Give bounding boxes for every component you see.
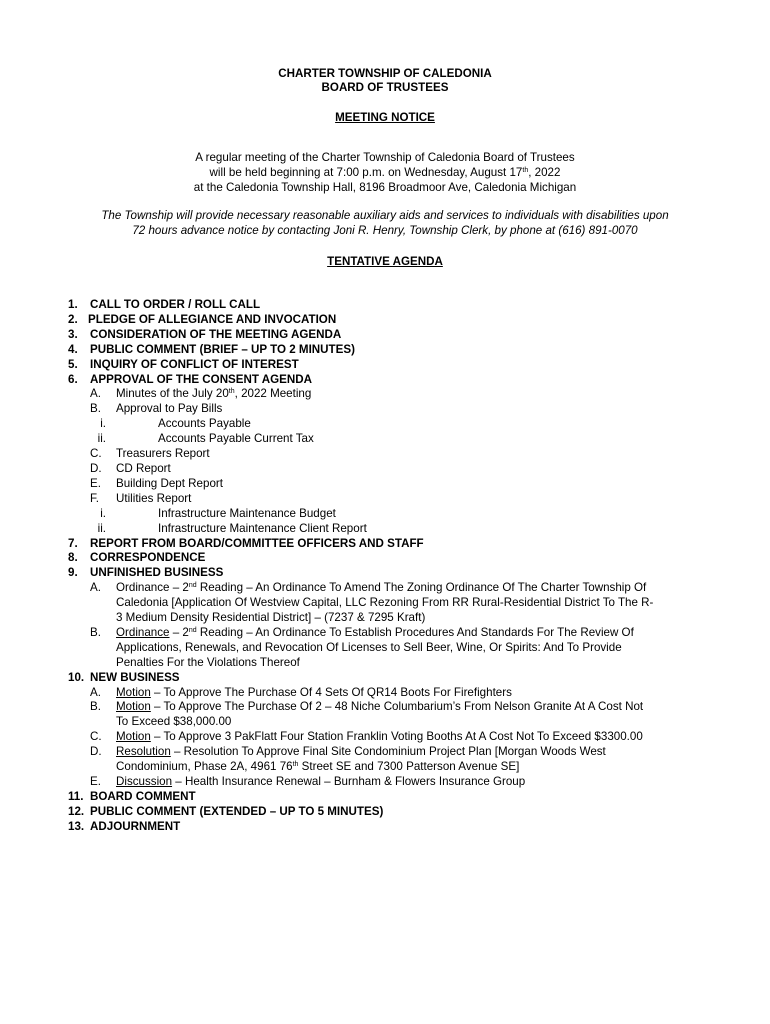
agenda-item: 3. CONSIDERATION OF THE MEETING AGENDA: [68, 327, 342, 341]
agenda-subitem: B. Motion – To Approve The Purchase Of 2 – 48 Niche Columbarium’s From Nelson Granite At A Cost Not To Exceed $38,000.00: [90, 700, 644, 729]
agenda-subitem: A. Motion – To Approve The Purchase Of 4 Sets Of QR14 Boots For Firefighters: [90, 685, 512, 699]
agenda-list: [68, 298, 708, 835]
intro-line-3: at the Caledonia Township Hall, 8196 Broadmoor Ave, Caledonia Michigan: [193, 180, 577, 194]
agenda-subitem: B. Approval to Pay Bills: [90, 402, 223, 416]
agenda-subitem: E. Discussion – Health Insurance Renewal – Burnham & Flowers Insurance Group: [90, 775, 526, 788]
accessibility-line-2: 72 hours advance notice by contacting Joni R. Henry, Township Clerk, by phone at (616) 891-0070: [132, 223, 638, 237]
township-name: CHARTER TOWNSHIP OF CALEDONIA: [278, 67, 492, 80]
agenda-item: 6. APPROVAL OF THE CONSENT AGENDA: [68, 372, 313, 386]
agenda-subitem: A. Ordinance – 2nd Reading – An Ordinance To Amend The Zoning Ordinance Of The Charter Township Of Caledonia [Application Of Westview Capital, LLC Rezoning From RR Rural-Residential District To The R- 3 Medium Density Residential District] – (7237 & 7295 Kraft): [90, 581, 654, 625]
accessibility-notice: [0, 209, 770, 239]
agenda-item: 7. REPORT FROM BOARD/COMMITTEE OFFICERS AND STAFF: [68, 536, 424, 550]
tentative-agenda-title: TENTATIVE AGENDA: [327, 255, 443, 268]
agenda-subsubitem: ii. Infrastructure Maintenance Client Report: [97, 521, 367, 535]
accessibility-line-1: The Township will provide necessary reasonable auxiliary aids and services to individuals with disabilities upon: [101, 209, 669, 222]
agenda-subitem: D. CD Report: [90, 461, 171, 475]
agenda-subitem: F. Utilities Report: [90, 491, 192, 505]
agenda-item: 5. INQUIRY OF CONFLICT OF INTEREST: [68, 357, 299, 371]
agenda-subitem: C. Treasurers Report: [90, 447, 210, 461]
agenda-subitem: D. Resolution – Resolution To Approve Final Site Condominium Project Plan [Morgan Woods West Condominium, Phase 2A, 4961 76th Street SE and 7300 Patterson Avenue SE]: [90, 745, 606, 774]
agenda-subsubitem: i. Accounts Payable: [100, 417, 251, 431]
agenda-subitem: A. Minutes of the July 20th, 2022 Meeting: [90, 387, 312, 401]
meeting-intro: [0, 151, 770, 196]
agenda-item: 12. PUBLIC COMMENT (EXTENDED – UP TO 5 MINUTES): [68, 804, 384, 818]
agenda-item: 11. BOARD COMMENT: [68, 789, 196, 803]
agenda-item: 13. ADJOURNMENT: [68, 819, 181, 833]
agenda-subitem: E. Building Dept Report: [90, 476, 223, 490]
agenda-subitem: C. Motion – To Approve 3 PakFlatt Four Station Franklin Voting Booths At A Cost Not To Exceed $3300.00: [90, 730, 643, 744]
board-name: BOARD OF TRUSTEES: [321, 81, 449, 94]
agenda-item: 2. PLEDGE OF ALLEGIANCE AND INVOCATION: [68, 312, 337, 326]
agenda-item: 8. CORRESPONDENCE: [68, 551, 206, 565]
agenda-item: 9. UNFINISHED BUSINESS: [68, 566, 224, 580]
agenda-subsubitem: i. Infrastructure Maintenance Budget: [100, 506, 336, 520]
agenda-subitem: B. Ordinance – 2nd Reading – An Ordinance To Establish Procedures And Standards For The Review Of Applications, Renewals, and Revocation Of Licenses to Sell Beer, Wine, Or Spirits: And To Provide Penalties For the Violations Thereof: [90, 625, 634, 669]
intro-line-2: will be held beginning at 7:00 p.m. on Wednesday, August 17th, 2022: [209, 165, 561, 179]
agenda-subsubitem: ii. Accounts Payable Current Tax: [97, 432, 314, 446]
meeting-notice-title: MEETING NOTICE: [335, 111, 435, 124]
intro-line-1: A regular meeting of the Charter Township of Caledonia Board of Trustees: [195, 151, 575, 164]
agenda-item: 4. PUBLIC COMMENT (BRIEF – UP TO 2 MINUTES): [68, 342, 355, 356]
agenda-item: 10. NEW BUSINESS: [68, 670, 180, 684]
agenda-item: 1. CALL TO ORDER / ROLL CALL: [68, 298, 261, 311]
